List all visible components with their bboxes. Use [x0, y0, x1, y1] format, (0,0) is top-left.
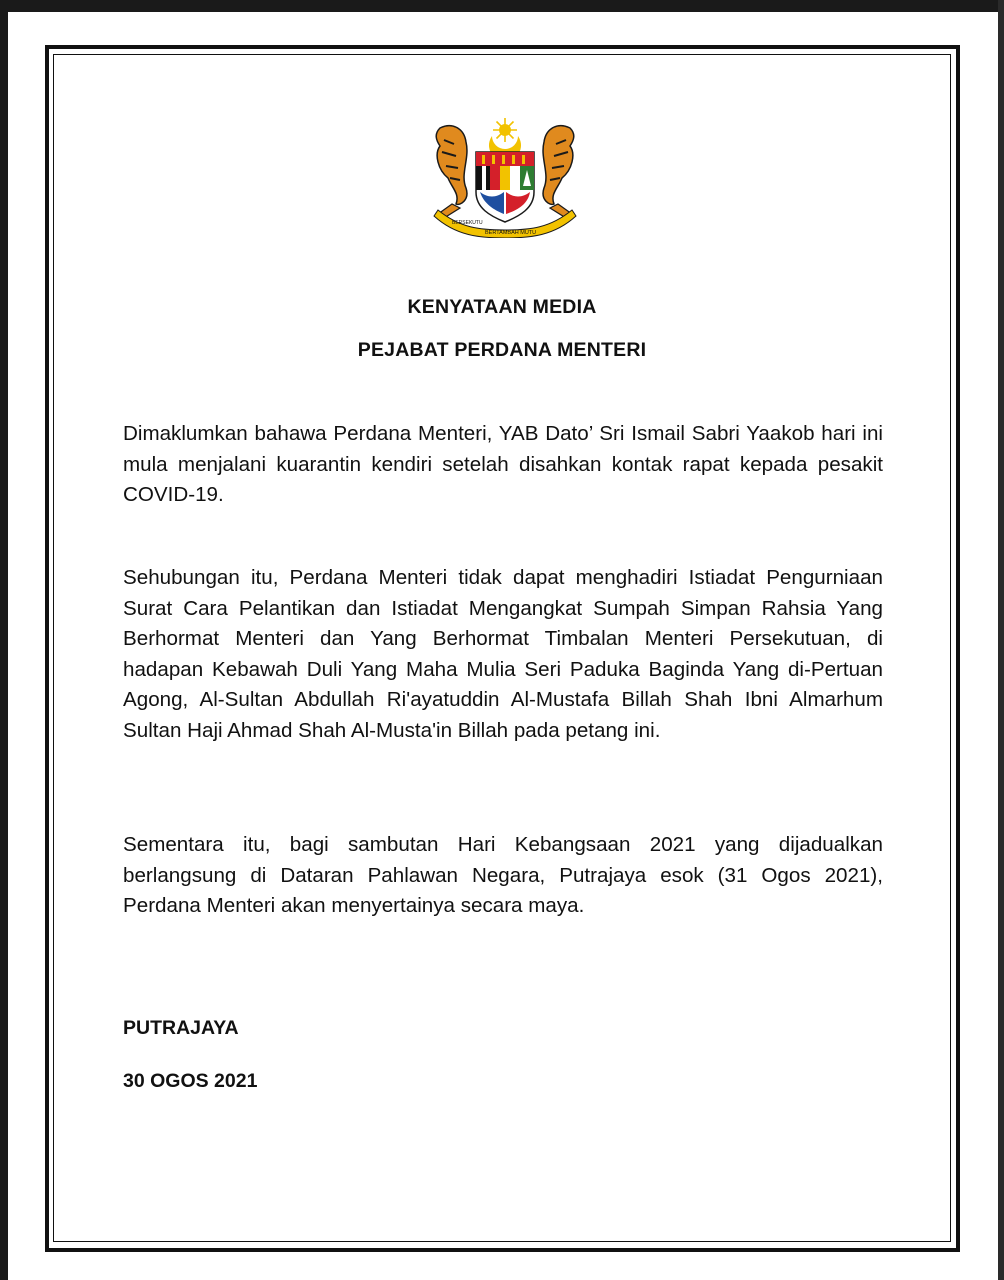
page-title: KENYATAAN MEDIA: [407, 296, 597, 318]
tiger-right-icon: [543, 126, 574, 218]
tiger-left-icon: [436, 126, 467, 218]
paragraph-1: Dimaklumkan bahawa Perdana Menteri, YAB Dato’ Sri Ismail Sabri Yaakob hari ini mula menjalani kuarantin kendiri setelah disahkan kontak rapat kepada pesakit COVID-19.: [123, 422, 883, 506]
malaysia-coat-of-arms-icon: [430, 118, 580, 238]
page-subtitle: PEJABAT PERDANA MENTERI: [357, 339, 647, 361]
scan-edge-right: [998, 0, 1004, 1280]
place-text: PUTRAJAYA: [123, 1017, 239, 1039]
scan-edge-top: [0, 0, 1004, 12]
motto-center-text: BERTAMBAH MUTU: [485, 230, 537, 236]
shield-icon: [476, 152, 534, 222]
motto-left-text: BERSEKUTU: [452, 220, 483, 226]
star-icon: [493, 118, 517, 142]
date-text: 30 OGOS 2021: [123, 1070, 258, 1092]
paragraph-2: Sehubungan itu, Perdana Menteri tidak dapat menghadiri Istiadat Pengurniaan Surat Cara Pelantikan dan Istiadat Mengangkat Sumpah Simpan Rahsia Yang Berhormat Menteri dan Yang Berhormat Timbalan Menteri Persekutuan, di hadapan Kebawah Duli Yang Maha Mulia Seri Paduka Baginda Yang di-Pertuan Agong, Al-Sultan Abdullah Ri'ayatuddin Al-Mustafa Billah Shah Ibni Almarhum Sultan Haji Ahmad Shah Al-Musta'in Billah pada petang ini.: [123, 566, 883, 742]
paragraph-3: Sementara itu, bagi sambutan Hari Kebangsaan 2021 yang dijadualkan berlangsung di Dataran Pahlawan Negara, Putrajaya esok (31 Ogos 2021), Perdana Menteri akan menyertainya secara maya.: [123, 833, 883, 917]
scan-edge-left: [0, 0, 8, 1280]
